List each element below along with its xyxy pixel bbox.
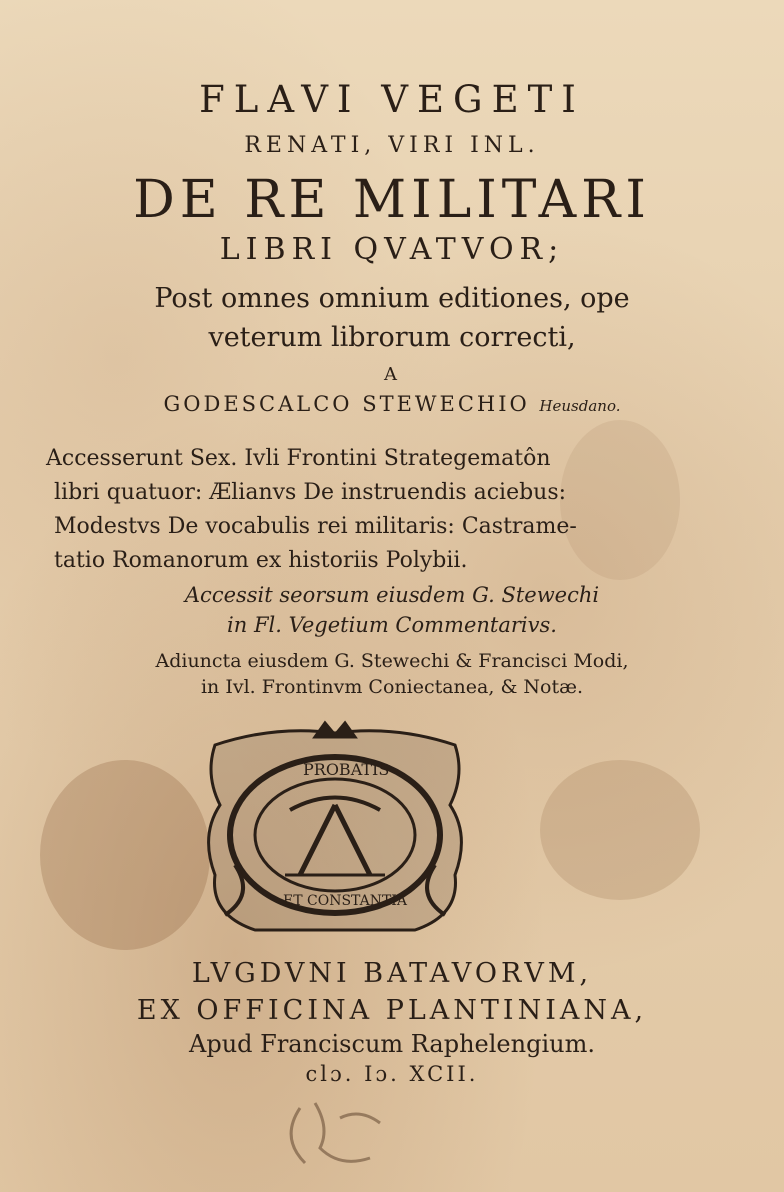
imprint-printer: Apud Franciscum Raphelengium. <box>189 1030 595 1058</box>
commentary-line1: Accessit seorsum eiusdem G. Stewechi <box>184 583 600 607</box>
foxing-stain <box>40 760 210 950</box>
motto-bottom: ET CONSTANTIA <box>283 893 407 909</box>
notes-line2: in Ivl. Frontinvm Coniectanea, & Notæ. <box>200 676 583 698</box>
by-label: A <box>384 364 400 385</box>
commentary-line2: in Fl. Vegetium Commentarivs. <box>227 613 557 637</box>
imprint-press: EX OFFICINA PLANTINIANA, <box>136 995 648 1026</box>
editor-name <box>0 392 784 416</box>
printers-device-icon <box>195 715 475 945</box>
manuscript-mark-icon <box>270 1088 410 1178</box>
notes-line1: Adiuncta eiusdem G. Stewechi & Francisci Modi, <box>155 650 629 672</box>
edition-note-line2: veterum librorum correcti, <box>208 322 576 353</box>
contents-line: Accesserunt Sex. Ivli Frontini Strategematôn <box>46 446 551 471</box>
contents-line: libri quatuor: Ælianvs De instruendis aciebus: <box>54 480 567 505</box>
book-title: DE RE MILITARI <box>133 170 651 230</box>
contents-block <box>46 442 746 578</box>
title-line-author-name: RENATI, VIRI INL. <box>244 133 540 158</box>
editor-place: Heusdano. <box>539 397 621 415</box>
edition-note-line1: Post omnes omnium editiones, ope <box>154 283 630 314</box>
imprint-place: LVGDVNI BATAVORVM, <box>191 958 593 989</box>
contents-line: tatio Romanorum ex historiis Polybii. <box>54 548 468 573</box>
motto-top: PROBATIS <box>303 760 390 779</box>
contents-line: Modestvs De vocabulis rei militaris: Castrame- <box>54 514 577 539</box>
imprint-year: clɔ. Iɔ. XCII. <box>305 1062 479 1086</box>
editor-name-text: GODESCALCO STEWECHIO <box>163 392 530 416</box>
book-subtitle: LIBRI QVATVOR; <box>219 232 565 267</box>
foxing-stain <box>540 760 700 900</box>
title-line-author: FLAVI VEGETI <box>199 78 585 121</box>
